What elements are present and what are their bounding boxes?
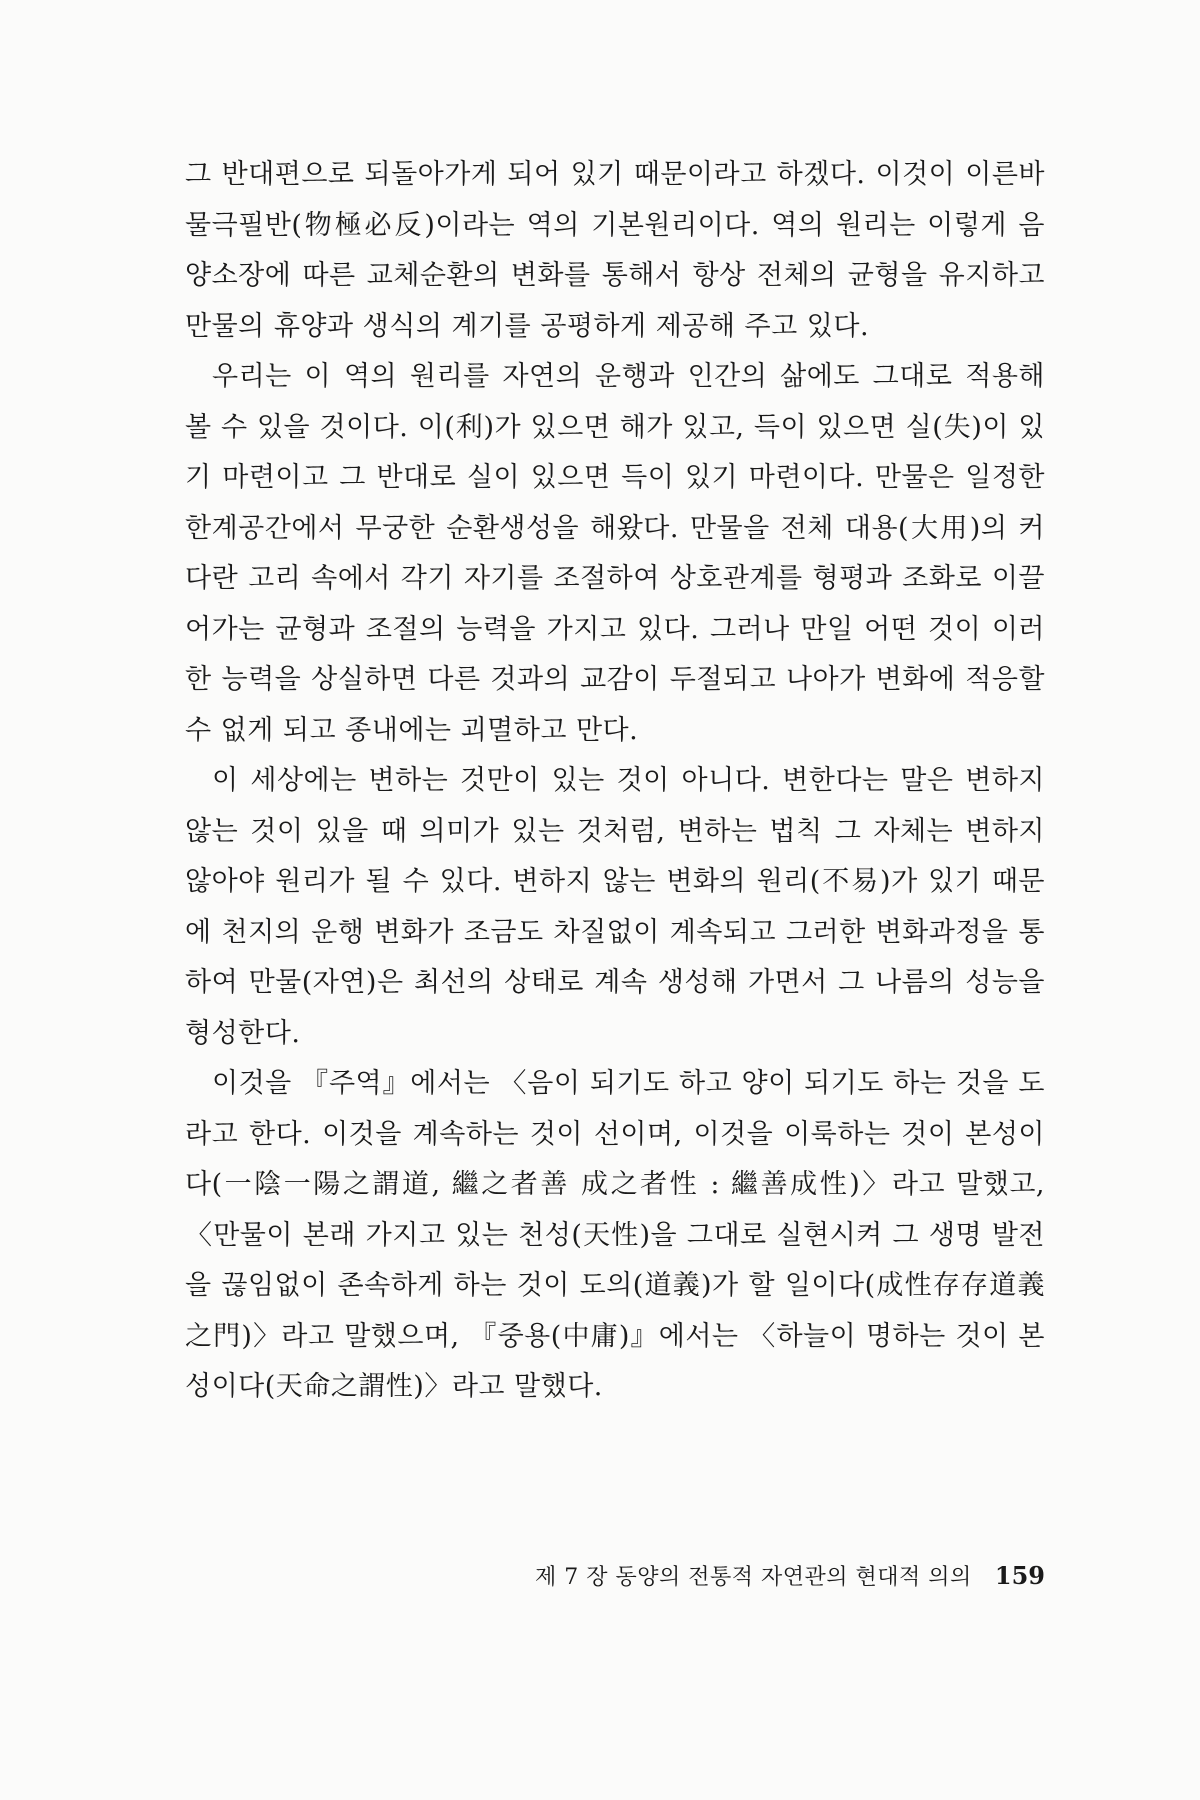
page-number: 159	[994, 1561, 1045, 1590]
paragraph-3: 이 세상에는 변하는 것만이 있는 것이 아니다. 변한다는 말은 변하지 않는 것이 있을 때 의미가 있는 것처럼, 변하는 법칙 그 자체는 변하지 않아야 원리가 될 수 있다. 변하지 않는 변화의 원리(不易)가 있기 때문에 천지의 운행 변화가 조금도 차질없이 계속되고 그러한 변화과정을 통하여 만물(자연)은 최선의 상태로 계속 생성해 가면서 그 나름의 성능을 형성한다.	[185, 765, 1045, 1049]
body-text	[185, 150, 1045, 1413]
paragraph-2: 우리는 이 역의 원리를 자연의 운행과 인간의 삶에도 그대로 적용해 볼 수 있을 것이다. 이(利)가 있으면 해가 있고, 득이 있으면 실(失)이 있기 마련이고 그 반대로 실이 있으면 득이 있기 마련이다. 만물은 일정한 한계공간에서 무궁한 순환생성을 해왔다. 만물을 전체 대용(大用)의 커다란 고리 속에서 각기 자기를 조절하여 상호관계를 형평과 조화로 이끌어가는 균형과 조절의 능력을 가지고 있다. 그러나 만일 어떤 것이 이러한 능력을 상실하면 다른 것과의 교감이 두절되고 나아가 변화에 적응할 수 없게 되고 종내에는 괴멸하고 만다.	[185, 361, 1045, 746]
running-head: 제 7 장 동양의 전통적 자연관의 현대적 의의	[535, 1565, 972, 1590]
paragraph-4: 이것을 『주역』에서는 〈음이 되기도 하고 양이 되기도 하는 것을 도라고 한다. 이것을 계속하는 것이 선이며, 이것을 이룩하는 것이 본성이다(一陰一陽之謂道, 繼之者善 成之者性 : 繼善成性)〉라고 말했고, 〈만물이 본래 가지고 있는 천성(天性)을 그대로 실현시켜 그 생명 발전을 끊임없이 존속하게 하는 것이 도의(道義)가 할 일이다(成性存存道義之門)〉라고 말했으며, 『중용(中庸)』에서는 〈하늘이 명하는 것이 본성이다(天命之謂性)〉라고 말했다.	[185, 1068, 1045, 1402]
page-footer	[185, 1560, 1045, 1600]
paragraph-1: 그 반대편으로 되돌아가게 되어 있기 때문이라고 하겠다. 이것이 이른바 물극필반(物極必反)이라는 역의 기본원리이다. 역의 원리는 이렇게 음양소장에 따른 교체순환의 변화를 통해서 항상 전체의 균형을 유지하고 만물의 휴양과 생식의 계기를 공평하게 제공해 주고 있다.	[185, 159, 1045, 342]
